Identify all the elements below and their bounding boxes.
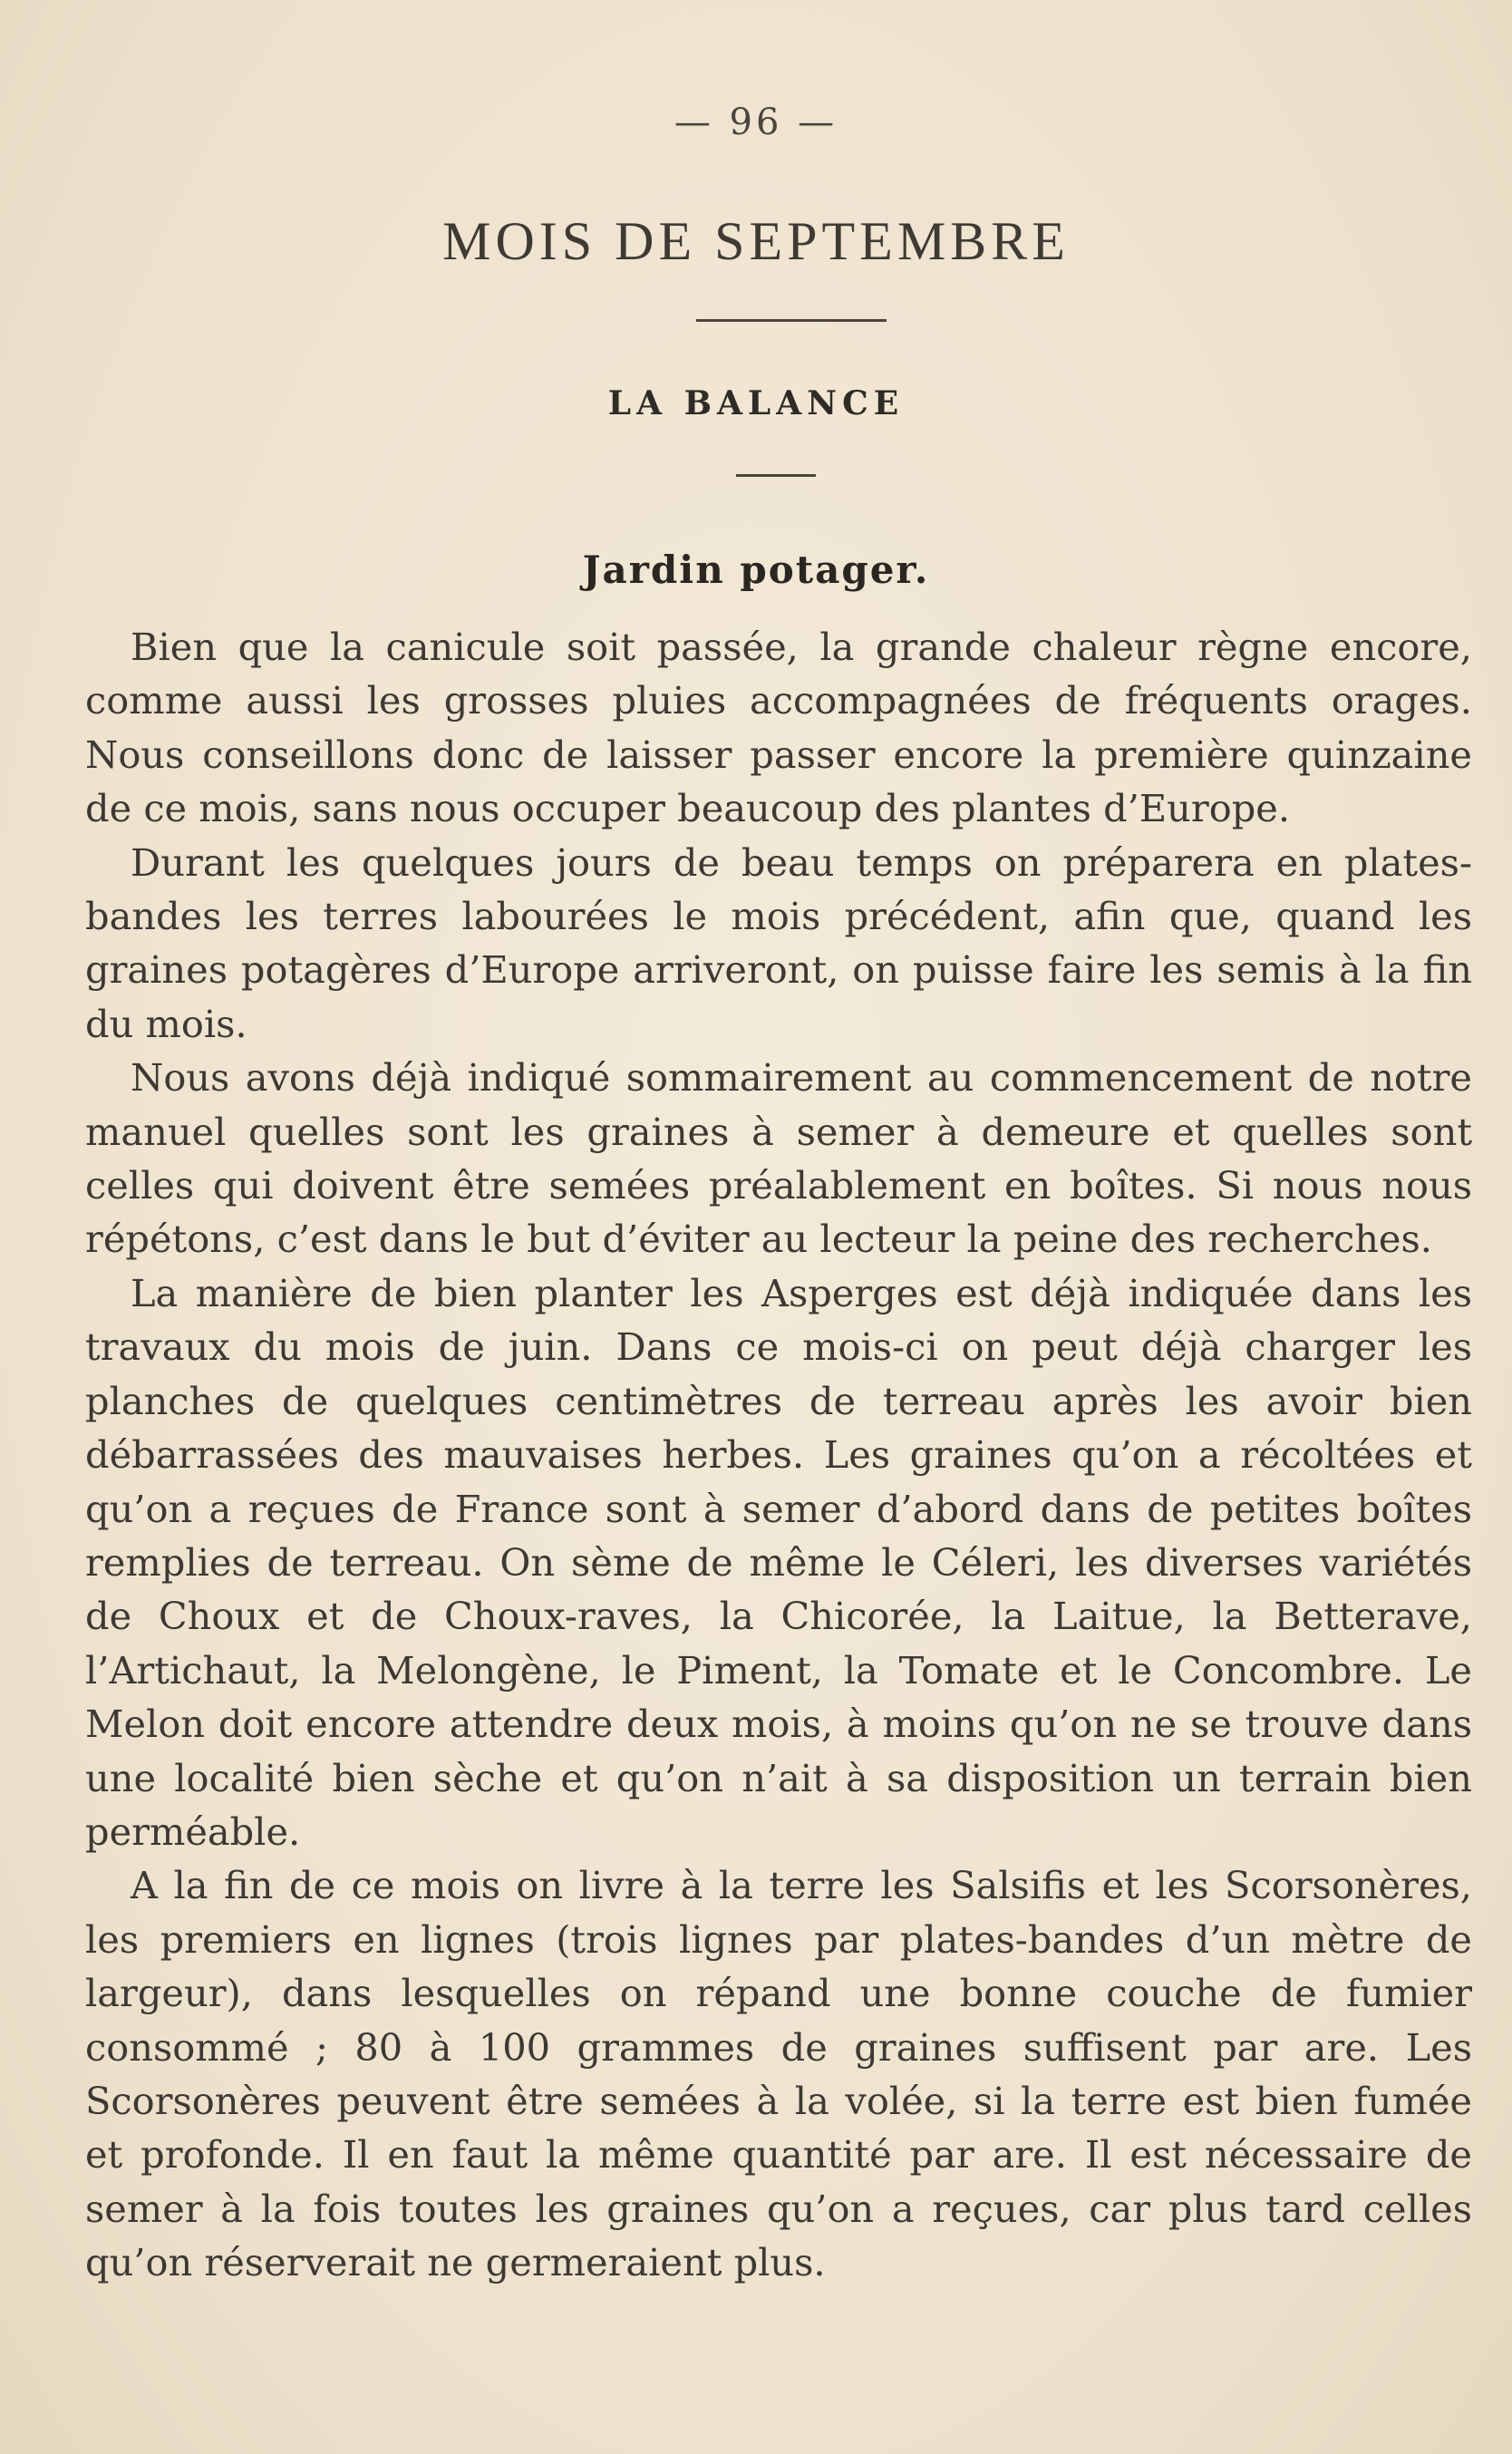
page-number: — 96 —	[674, 102, 838, 143]
paragraph: La manière de bien planter les Asperges est déjà indiquée dans les travaux du mois de juin. Dans ce mois-ci on peut déjà charger les planches de quelques centimètres de terreau après les avoir bien débarrassées des mauvaises herbes. Les graines qu’on a récoltées et qu’on a reçues de France sont à semer d’abord dans de petites boîtes remplies de terreau. On sème de même le Céleri, les diverses variétés de Choux et de Choux-raves, la Chicorée, la Laitue, la Betterave, l’Artichaut, la Melongène, le Piment, la Tomate et le Concombre. Le Melon doit encore attendre deux mois, à moins qu’on ne se trouve dans une localité bien sèche et qu’on n’ait à sa disposition un terrain bien perméable.	[85, 1270, 1472, 1854]
divider-rule	[696, 319, 887, 322]
paragraph: Bien que la canicule soit passée, la grande chaleur règne encore, comme aussi les grosses pluies accompagnées de fréquents orages. Nous conseillons donc de laisser passer encore la première quinzaine de ce mois, sans nous occuper beaucoup des plantes d’Europe.	[85, 625, 1472, 831]
section-heading: Jardin potager.	[582, 548, 930, 592]
body-text	[85, 620, 1472, 2290]
zodiac-sign-heading: LA BALANCE	[607, 384, 905, 422]
chapter-title: MOIS DE SEPTEMBRE	[442, 211, 1070, 271]
paragraph: Nous avons déjà indiqué sommairement au commencement de notre manuel quelles sont les graines à semer à demeure et quelles sont celles qui doivent être semées préalablement en boîtes. Si nous nous répétons, c’est dans le but d’éviter au lecteur la peine des recherches.	[85, 1055, 1472, 1262]
paragraph: Durant les quelques jours de beau temps on préparera en plates-bandes les terres labourées le mois précédent, afin que, quand les graines potagères d’Europe arriveront, on puisse faire les semis à la fin du mois.	[85, 839, 1472, 1046]
divider-rule-short	[736, 474, 816, 477]
paragraph: A la fin de ce mois on livre à la terre les Salsifis et les Scorsonères, les premiers en lignes (trois lignes par plates-bandes d’un mètre de largeur), dans lesquelles on répand une bonne couche de fumier consommé ; 80 à 100 grammes de graines suffisent par are. Les Scorsonères peuvent être semées à la volée, si la terre est bien fumée et profonde. Il en faut la même quantité par are. Il est nécessaire de semer à la fois toutes les graines qu’on a reçues, car plus tard celles qu’on réserverait ne germeraient plus.	[85, 1863, 1472, 2285]
